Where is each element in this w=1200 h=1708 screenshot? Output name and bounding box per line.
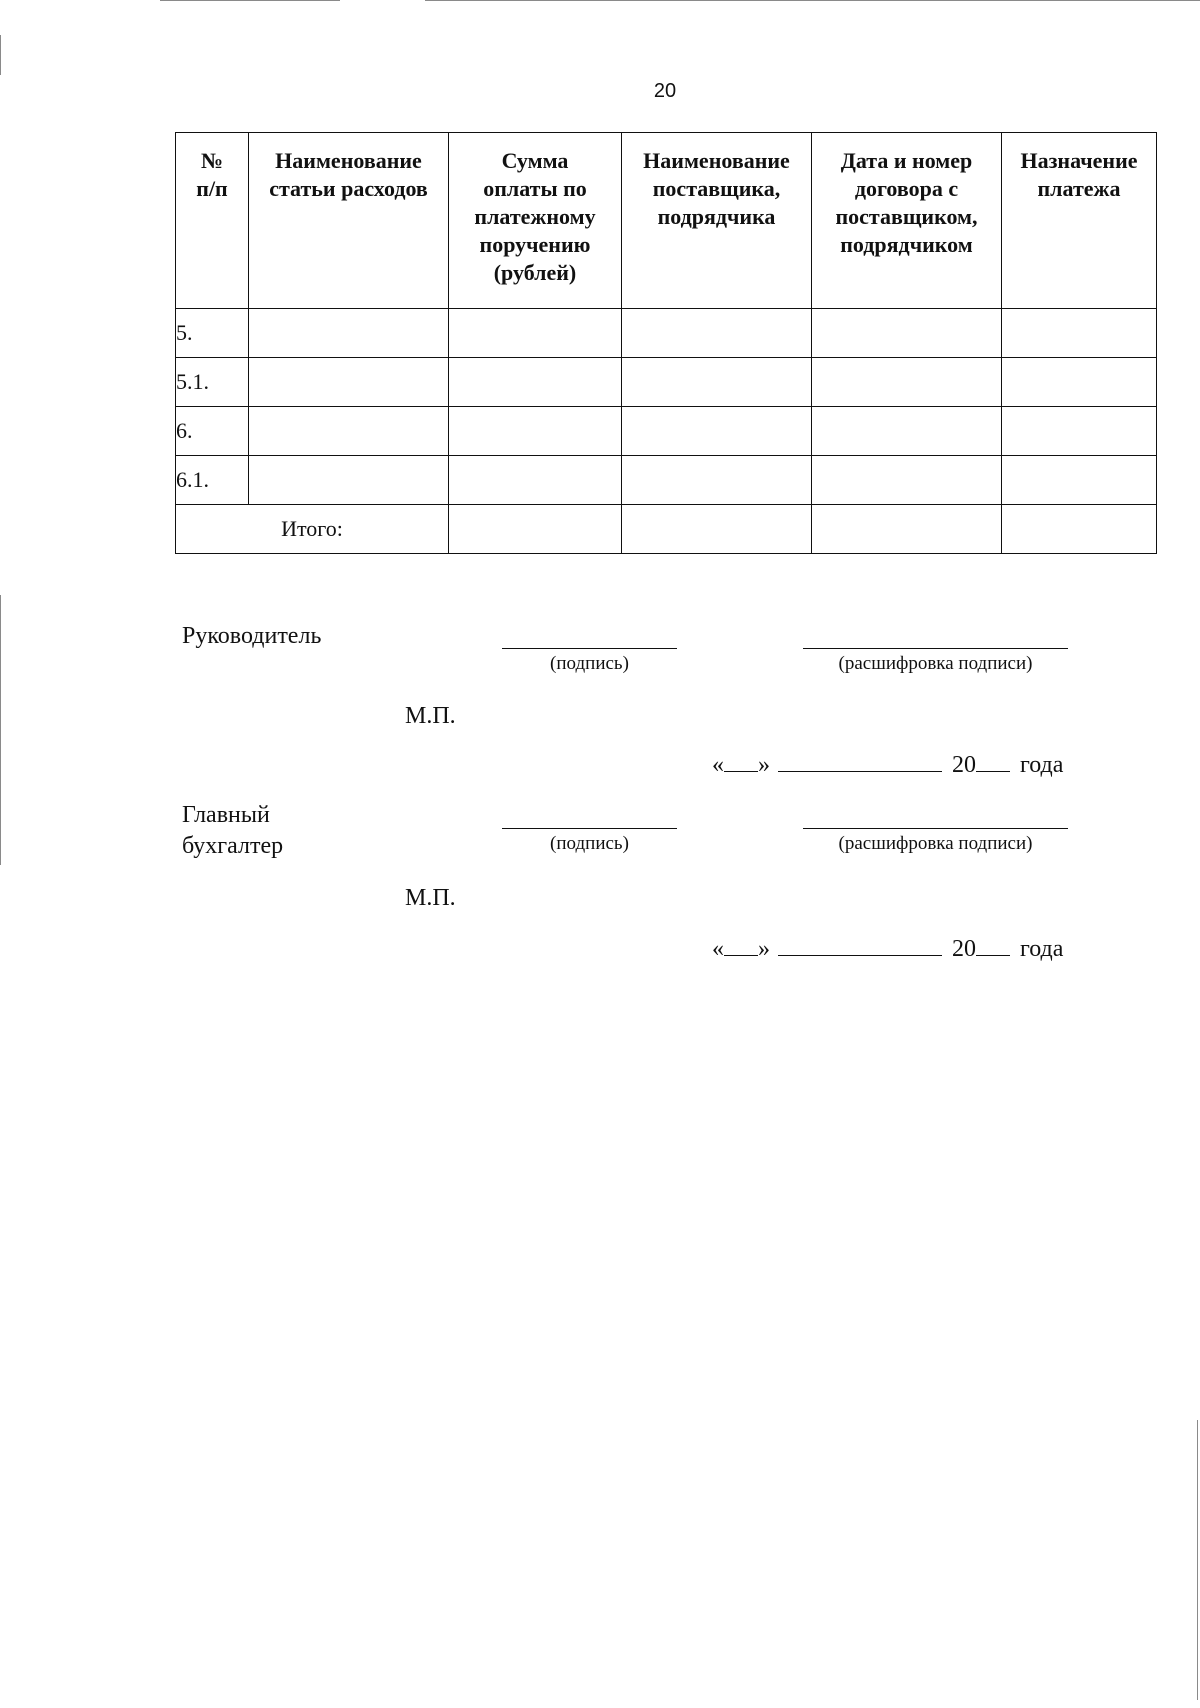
header-contract-date-number: Дата и номер договора с поставщиком, подрядчиком [812, 133, 1002, 309]
scan-edge-left-lower [0, 595, 1, 865]
supplier-name-cell [622, 407, 812, 456]
header-payment-purpose: Назначение платежа [1002, 133, 1157, 309]
total-amount-cell [449, 505, 622, 554]
table-header-row [176, 133, 1157, 309]
table-row [176, 309, 1157, 358]
payment-purpose-cell [1002, 309, 1157, 358]
head-signature-line [502, 648, 677, 649]
supplier-name-cell [622, 456, 812, 505]
expense-item-cell [249, 358, 449, 407]
header-row-number: № п/п [176, 133, 249, 309]
year-prefix: 20 [952, 936, 976, 962]
accountant-signature-caption: (подпись) [550, 833, 629, 854]
scan-edge-left-upper [0, 35, 1, 75]
total-label: Итого: [176, 505, 449, 554]
year-prefix: 20 [952, 752, 976, 778]
expense-item-cell [249, 407, 449, 456]
year-blank [976, 933, 1010, 956]
header-payment-amount: Сумма оплаты по платежному поручению (рублей) [449, 133, 622, 309]
date-open-quote: « [712, 752, 724, 778]
day-blank [724, 933, 758, 956]
row-number-cell: 6. [176, 407, 249, 456]
date-close-quote: » [758, 752, 770, 778]
accountant-role-label-line2: бухгалтер [182, 833, 284, 859]
row-number-cell: 6.1. [176, 456, 249, 505]
head-date-line [712, 749, 1063, 779]
head-signature-caption: (подпись) [550, 653, 629, 674]
year-suffix: года [1020, 752, 1064, 778]
payment-amount-cell [449, 309, 622, 358]
total-purpose-cell [1002, 505, 1157, 554]
day-blank [724, 749, 758, 772]
contract-cell [812, 456, 1002, 505]
head-role-label: Руководитель [182, 623, 322, 649]
date-open-quote: « [712, 936, 724, 962]
total-contract-cell [812, 505, 1002, 554]
payment-amount-cell [449, 456, 622, 505]
head-stamp-label: М.П. [405, 703, 456, 729]
table-row [176, 358, 1157, 407]
expense-item-cell [249, 309, 449, 358]
table-row [176, 456, 1157, 505]
contract-cell [812, 309, 1002, 358]
month-blank [778, 749, 942, 772]
payment-amount-cell [449, 358, 622, 407]
scan-edge-right-lower [1197, 1420, 1198, 1700]
payment-purpose-cell [1002, 407, 1157, 456]
payment-purpose-cell [1002, 358, 1157, 407]
page-number: 20 [653, 80, 677, 102]
table-row [176, 407, 1157, 456]
row-number-cell: 5. [176, 309, 249, 358]
expense-table [175, 132, 1157, 554]
payment-amount-cell [449, 407, 622, 456]
payment-purpose-cell [1002, 456, 1157, 505]
scan-edge-top-left [160, 0, 340, 1]
accountant-date-line [712, 933, 1063, 963]
expense-item-cell [249, 456, 449, 505]
month-blank [778, 933, 942, 956]
accountant-decoding-caption: (расшифровка подписи) [838, 833, 1033, 854]
contract-cell [812, 407, 1002, 456]
scan-edge-top-right [425, 0, 1200, 1]
supplier-name-cell [622, 309, 812, 358]
contract-cell [812, 358, 1002, 407]
header-supplier-name: Наименование поставщика, подрядчика [622, 133, 812, 309]
year-suffix: года [1020, 936, 1064, 962]
header-expense-item: Наименование статьи расходов [249, 133, 449, 309]
total-supplier-cell [622, 505, 812, 554]
accountant-decoding-line [803, 828, 1068, 829]
row-number-cell: 5.1. [176, 358, 249, 407]
head-decoding-line [803, 648, 1068, 649]
total-row [176, 505, 1157, 554]
accountant-stamp-label: М.П. [405, 885, 456, 911]
accountant-signature-line [502, 828, 677, 829]
date-close-quote: » [758, 936, 770, 962]
head-decoding-caption: (расшифровка подписи) [838, 653, 1033, 674]
year-blank [976, 749, 1010, 772]
accountant-role-label-line1: Главный [182, 802, 270, 828]
supplier-name-cell [622, 358, 812, 407]
